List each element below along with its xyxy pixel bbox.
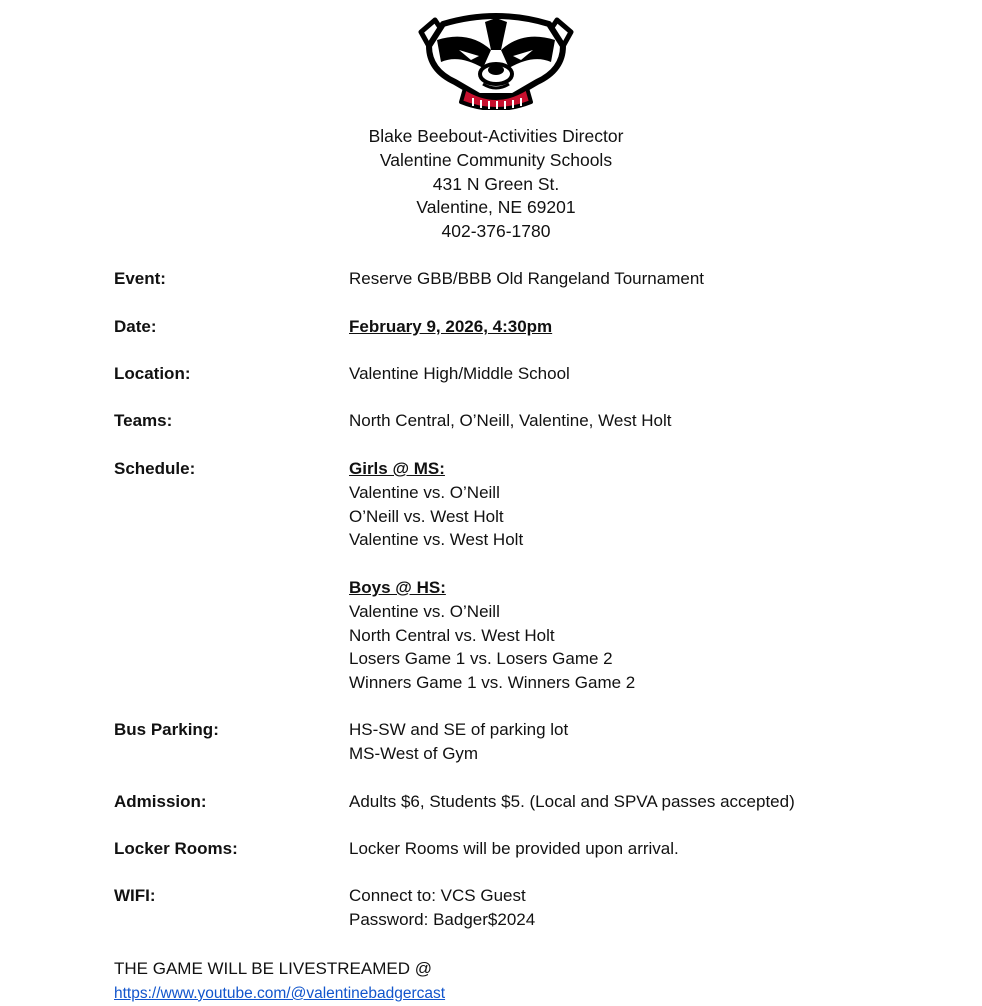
boys-game: Losers Game 1 vs. Losers Game 2 (349, 649, 613, 669)
bus-parking-line: MS-West of Gym (349, 743, 479, 763)
street-address: 431 N Green St. (432, 173, 560, 194)
girls-game: Valentine vs. West Holt (349, 530, 524, 550)
livestream-link[interactable]: https://www.youtube.com/@valentinebadgercast (114, 984, 446, 1002)
contact-header (0, 125, 982, 244)
girls-game: Valentine vs. O’Neill (349, 482, 500, 502)
location-value: Valentine High/Middle School (349, 364, 570, 383)
schedule-value (349, 457, 635, 695)
phone-number: 402-376-1780 (441, 221, 551, 242)
admission-value: Adults $6, Students $5. (Local and SPVA passes accepted) (349, 792, 795, 811)
admission-label: Admission: (114, 792, 207, 811)
livestream-footer (114, 957, 445, 1006)
locker-rooms-value: Locker Rooms will be provided upon arrival. (349, 839, 679, 858)
teams-label: Teams: (114, 411, 173, 430)
badger-logo (413, 10, 579, 110)
event-label: Event: (114, 269, 166, 288)
schedule-label: Schedule: (114, 459, 196, 478)
boys-game: Valentine vs. O’Neill (349, 601, 500, 621)
wifi-network: Connect to: VCS Guest (349, 886, 526, 905)
locker-rooms-label: Locker Rooms: (114, 839, 238, 858)
wifi-label: WIFI: (114, 886, 156, 905)
date-label: Date: (114, 317, 157, 336)
location-label: Location: (114, 364, 191, 383)
teams-value: North Central, O’Neill, Valentine, West Holt (349, 411, 672, 430)
wifi-value (349, 884, 535, 932)
school-name: Valentine Community Schools (379, 149, 613, 170)
girls-heading: Girls @ MS: (349, 459, 445, 478)
livestream-text: THE GAME WILL BE LIVESTREAMED @ (114, 959, 432, 978)
wifi-password: Password: Badger$2024 (349, 909, 536, 929)
date-value: February 9, 2026, 4:30pm (349, 317, 553, 336)
bus-parking-line: HS-SW and SE of parking lot (349, 720, 569, 739)
boys-heading: Boys @ HS: (349, 577, 446, 597)
badger-mascot-icon (413, 10, 579, 110)
director-name: Blake Beebout-Activities Director (368, 126, 624, 146)
event-value: Reserve GBB/BBB Old Rangeland Tournament (349, 269, 704, 288)
boys-game: Winners Game 1 vs. Winners Game 2 (349, 673, 636, 693)
girls-game: O’Neill vs. West Holt (349, 506, 504, 526)
boys-game: North Central vs. West Holt (349, 625, 555, 645)
city-state-zip: Valentine, NE 69201 (416, 197, 576, 218)
bus-parking-value (349, 718, 568, 766)
bus-parking-label: Bus Parking: (114, 720, 219, 739)
